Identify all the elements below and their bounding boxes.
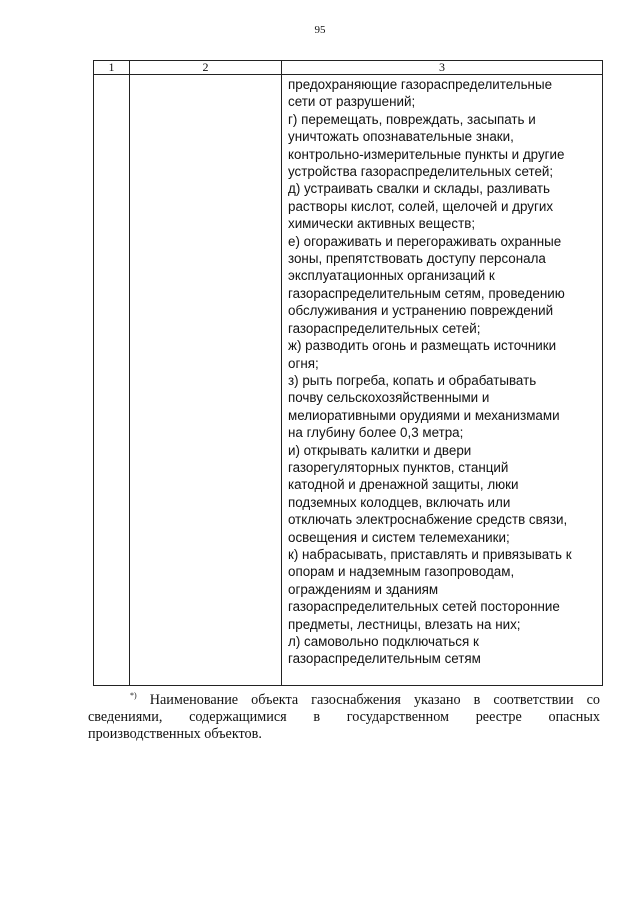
table-cell-col1 xyxy=(94,75,130,686)
text-line: опорам и надземным газопроводам, xyxy=(288,564,515,580)
column-header-3: 3 xyxy=(282,61,603,75)
text-line: и) открывать калитки и двери xyxy=(288,442,472,458)
text-line: ограждениям и зданиям xyxy=(288,581,439,597)
footnote-text: Наименование объекта газоснабжения указано в соответствии со xyxy=(149,692,600,708)
footnote-line: производственных объектов. xyxy=(88,726,262,742)
table-header-row xyxy=(94,61,603,75)
text-line: д) устраивать свалки и склады, разливать xyxy=(288,181,550,197)
text-line: к) набрасывать, приставлять и привязывать к xyxy=(288,546,572,562)
text-line: газораспределительным сетям, проведению xyxy=(288,285,565,301)
text-line: мелиоративными орудиями и механизмами xyxy=(288,407,560,423)
prohibitions-text xyxy=(282,75,602,668)
text-line: подземных колодцев, включать или xyxy=(288,494,511,510)
column-header-2: 2 xyxy=(130,61,282,75)
text-line: освещения и систем телемеханики; xyxy=(288,529,510,545)
text-line: химически активных веществ; xyxy=(288,216,476,232)
footnote-line: сведениями, содержащимися в государственном реестре опасных xyxy=(88,709,600,725)
text-line: растворы кислот, солей, щелочей и других xyxy=(288,198,554,214)
table-cell-col3 xyxy=(282,75,603,686)
text-line: г) перемещать, повреждать, засыпать и xyxy=(288,111,536,127)
text-line: огня; xyxy=(288,355,319,371)
text-line: обслуживания и устранению повреждений xyxy=(288,303,554,319)
footnote-marker: *) xyxy=(130,691,137,700)
footnote xyxy=(88,692,600,743)
text-line: зоны, препятствовать доступу персонала xyxy=(288,251,546,267)
text-line: газорегуляторных пунктов, станций xyxy=(288,459,509,475)
footnote-line xyxy=(88,692,600,709)
text-line: устройства газораспределительных сетей; xyxy=(288,164,554,180)
text-line: отключать электроснабжение средств связи, xyxy=(288,512,568,528)
text-line: катодной и дренажной защиты, люки xyxy=(288,477,519,493)
text-line: контрольно-измерительные пункты и другие xyxy=(288,146,565,162)
text-line: газораспределительных сетей; xyxy=(288,320,481,336)
text-line: газораспределительных сетей посторонние xyxy=(288,599,560,615)
text-line: з) рыть погреба, копать и обрабатывать xyxy=(288,372,537,388)
text-line: е) огораживать и перегораживать охранные xyxy=(288,233,562,249)
text-line: л) самовольно подключаться к xyxy=(288,634,479,649)
text-line: ж) разводить огонь и размещать источники xyxy=(288,338,557,354)
text-line: уничтожать опознавательные знаки, xyxy=(288,129,514,145)
text-line: на глубину более 0,3 метра; xyxy=(288,425,464,441)
text-line: сети от разрушений; xyxy=(288,94,416,110)
page-number: 95 xyxy=(314,24,326,36)
text-line: почву сельскохозяйственными и xyxy=(288,390,490,406)
column-header-1: 1 xyxy=(94,61,130,75)
table-row xyxy=(94,75,603,686)
text-line: эксплуатационных организаций к xyxy=(288,268,495,284)
text-line: газораспределительным сетям xyxy=(288,651,481,667)
text-line: предметы, лестницы, влезать на них; xyxy=(288,616,521,632)
requirements-table xyxy=(93,60,603,686)
table-cell-col2 xyxy=(130,75,282,686)
text-line: предохраняющие газораспределительные xyxy=(288,77,553,92)
